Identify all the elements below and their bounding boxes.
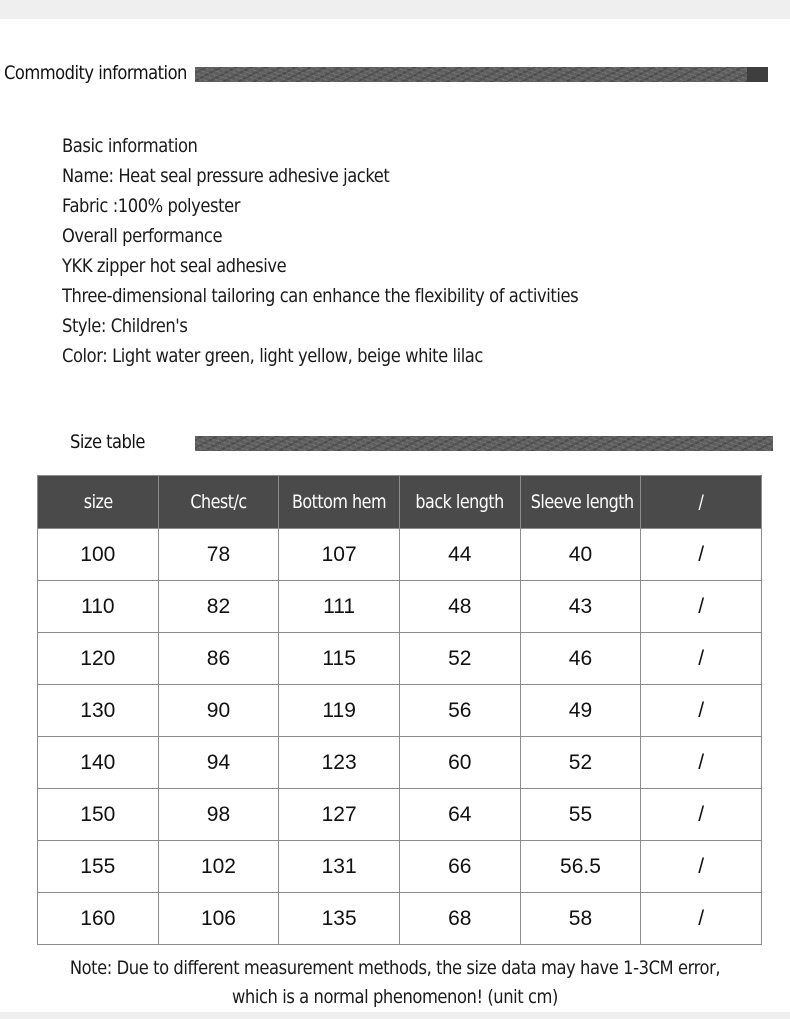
measurement-note (0, 954, 790, 1012)
table-cell: 160 (38, 893, 159, 945)
table-cell: 106 (158, 893, 279, 945)
table-cell: 111 (279, 581, 400, 633)
table-cell: 120 (38, 633, 159, 685)
info-line-performance: Overall performance (62, 225, 223, 247)
size-title-texture-bar (195, 436, 773, 451)
table-cell: 56 (399, 685, 520, 737)
table-cell: / (641, 685, 762, 737)
info-line-zipper: YKK zipper hot seal adhesive (62, 255, 287, 277)
header-slash: / (641, 476, 762, 529)
bottom-divider-band (0, 1012, 790, 1019)
table-cell: 58 (520, 893, 641, 945)
size-table (37, 475, 762, 945)
table-cell: 130 (38, 685, 159, 737)
size-table-header-row (38, 476, 762, 529)
table-row (38, 893, 762, 945)
table-cell: 150 (38, 789, 159, 841)
header-size: size (38, 476, 159, 529)
info-line-name: Name: Heat seal pressure adhesive jacket (62, 165, 390, 187)
table-cell: / (641, 737, 762, 789)
table-cell: 49 (520, 685, 641, 737)
header-chest: Chest/c (158, 476, 279, 529)
table-cell: 56.5 (520, 841, 641, 893)
table-cell: 82 (158, 581, 279, 633)
header-bottom-hem: Bottom hem (279, 476, 400, 529)
table-cell: 131 (279, 841, 400, 893)
table-cell: 98 (158, 789, 279, 841)
table-cell: / (641, 529, 762, 581)
table-cell: 64 (399, 789, 520, 841)
table-row (38, 581, 762, 633)
commodity-title-bar-end (747, 67, 768, 82)
table-cell: 90 (158, 685, 279, 737)
table-cell: 119 (279, 685, 400, 737)
info-line-heading: Basic information (62, 135, 198, 157)
top-divider-band (0, 0, 790, 19)
table-cell: 66 (399, 841, 520, 893)
info-line-color: Color: Light water green, light yellow, beige white lilac (62, 345, 483, 367)
table-cell: 127 (279, 789, 400, 841)
info-line-fabric: Fabric :100% polyester (62, 195, 241, 217)
size-table-title: Size table (70, 431, 145, 453)
header-back-length: back length (399, 476, 520, 529)
table-cell: 60 (399, 737, 520, 789)
table-row (38, 685, 762, 737)
table-cell: 110 (38, 581, 159, 633)
info-line-tailoring: Three-dimensional tailoring can enhance the flexibility of activities (62, 285, 579, 307)
basic-info-list (62, 131, 662, 371)
header-sleeve-length: Sleeve length (520, 476, 641, 529)
table-row (38, 841, 762, 893)
table-cell: 52 (399, 633, 520, 685)
table-cell: / (641, 841, 762, 893)
table-cell: 40 (520, 529, 641, 581)
table-cell: 155 (38, 841, 159, 893)
table-cell: 102 (158, 841, 279, 893)
table-cell: 86 (158, 633, 279, 685)
table-cell: 94 (158, 737, 279, 789)
table-cell: 78 (158, 529, 279, 581)
table-cell: 123 (279, 737, 400, 789)
table-row (38, 737, 762, 789)
table-row (38, 633, 762, 685)
table-cell: / (641, 789, 762, 841)
note-line-1: Note: Due to different measurement methods, the size data may have 1-3CM error, (69, 957, 721, 979)
commodity-info-title: Commodity information (4, 62, 187, 84)
table-cell: 52 (520, 737, 641, 789)
table-cell: / (641, 581, 762, 633)
table-cell: 107 (279, 529, 400, 581)
table-row (38, 529, 762, 581)
table-cell: 100 (38, 529, 159, 581)
table-cell: 115 (279, 633, 400, 685)
table-cell: 48 (399, 581, 520, 633)
info-line-style: Style: Children's (62, 315, 188, 337)
commodity-title-texture-bar (195, 67, 747, 82)
note-line-2: which is a normal phenomenon! (unit cm) (232, 986, 558, 1008)
table-row (38, 789, 762, 841)
table-cell: 55 (520, 789, 641, 841)
table-cell: 43 (520, 581, 641, 633)
table-cell: / (641, 633, 762, 685)
table-cell: 140 (38, 737, 159, 789)
table-cell: 46 (520, 633, 641, 685)
table-cell: 44 (399, 529, 520, 581)
table-cell: 68 (399, 893, 520, 945)
table-cell: 135 (279, 893, 400, 945)
table-cell: / (641, 893, 762, 945)
